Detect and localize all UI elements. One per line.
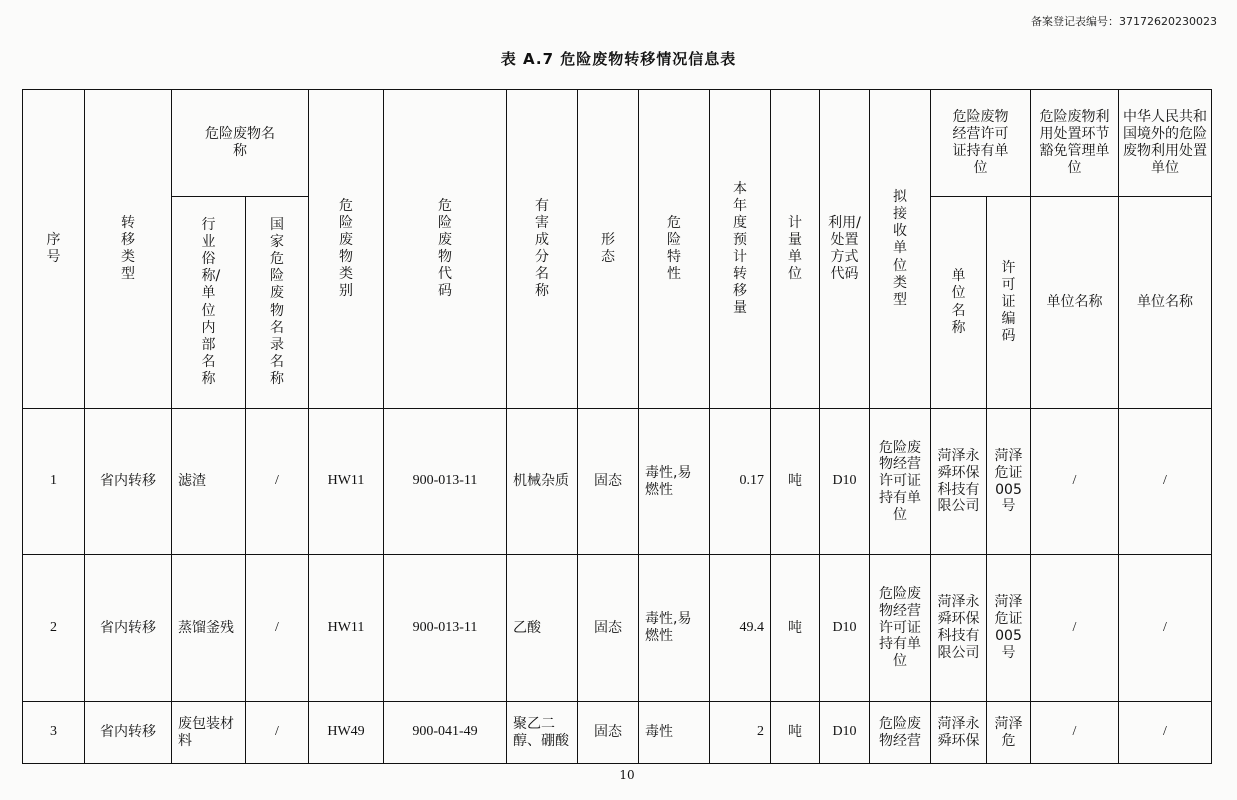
- cell-transfer-type: 省内转移: [85, 555, 172, 702]
- cell-code: 900-013-11: [384, 555, 507, 702]
- table-row: [23, 409, 1212, 555]
- header-waste-name-group: 危险废物名称: [172, 90, 309, 197]
- cell-industry-name: 蒸馏釜残: [172, 555, 246, 702]
- header-form: 形态: [578, 90, 639, 409]
- cell-license-no: 菏泽危证005号: [987, 409, 1031, 555]
- header-license-group: 危险废物经营许可证持有单位: [931, 90, 1031, 197]
- cell-harmful: 机械杂质: [507, 409, 578, 555]
- header-category: 危险废物类别: [309, 90, 384, 409]
- header-code: 危险废物代码: [384, 90, 507, 409]
- header-method: 利用/处置方式代码: [820, 90, 870, 409]
- cell-exempt: /: [1031, 702, 1119, 764]
- cell-amount: 2: [710, 702, 771, 764]
- header-transfer-type: 转移类型: [85, 90, 172, 409]
- cell-amount: 49.4: [710, 555, 771, 702]
- cell-receiver-type: 危险废物经营许可证持有单位: [870, 555, 931, 702]
- cell-transfer-type: 省内转移: [85, 702, 172, 764]
- header-foreign-unit-name: 单位名称: [1119, 197, 1212, 409]
- cell-code: 900-013-11: [384, 409, 507, 555]
- hazardous-waste-transfer-table: [22, 89, 1212, 764]
- cell-hazard: 毒性,易燃性: [639, 555, 710, 702]
- header-unit-name: 单位名称: [931, 197, 987, 409]
- cell-unit: 吨: [771, 702, 820, 764]
- registration-number: 备案登记表编号：37172620230023: [1031, 15, 1217, 28]
- cell-license-no: 菏泽危证005号: [987, 555, 1031, 702]
- header-seq: 序号: [23, 90, 85, 409]
- cell-foreign: /: [1119, 409, 1212, 555]
- cell-unit-name: 菏泽永舜环保科技有限公司: [931, 555, 987, 702]
- cell-method: D10: [820, 555, 870, 702]
- cell-form: 固态: [578, 702, 639, 764]
- header-license-no: 许可证编码: [987, 197, 1031, 409]
- cell-hazard: 毒性: [639, 702, 710, 764]
- header-exempt-unit-name: 单位名称: [1031, 197, 1119, 409]
- cell-form: 固态: [578, 555, 639, 702]
- header-hazard: 危险特性: [639, 90, 710, 409]
- header-industry-name: 行业俗称/单位内部名称: [172, 197, 246, 409]
- header-amount: 本年度预计转移量: [710, 90, 771, 409]
- cell-category: HW11: [309, 409, 384, 555]
- cell-amount: 0.17: [710, 409, 771, 555]
- cell-receiver-type: 危险废物经营许可证持有单位: [870, 409, 931, 555]
- cell-hazard: 毒性,易燃性: [639, 409, 710, 555]
- cell-code: 900-041-49: [384, 702, 507, 764]
- header-receiver-type: 拟接收单位类型: [870, 90, 931, 409]
- cell-exempt: /: [1031, 555, 1119, 702]
- cell-industry-name: 滤渣: [172, 409, 246, 555]
- cell-harmful: 乙酸: [507, 555, 578, 702]
- cell-national-name: /: [246, 409, 309, 555]
- header-foreign-group: 中华人民共和国境外的危险废物利用处置单位: [1119, 90, 1212, 197]
- cell-receiver-type: 危险废物经营: [870, 702, 931, 764]
- cell-foreign: /: [1119, 702, 1212, 764]
- cell-unit-name: 菏泽永舜环保: [931, 702, 987, 764]
- cell-seq: 3: [23, 702, 85, 764]
- cell-exempt: /: [1031, 409, 1119, 555]
- cell-unit-name: 菏泽永舜环保科技有限公司: [931, 409, 987, 555]
- cell-seq: 2: [23, 555, 85, 702]
- header-harmful: 有害成分名称: [507, 90, 578, 409]
- cell-foreign: /: [1119, 555, 1212, 702]
- page-number: 10: [619, 768, 635, 782]
- cell-unit: 吨: [771, 555, 820, 702]
- cell-harmful: 聚乙二醇、硼酸: [507, 702, 578, 764]
- cell-seq: 1: [23, 409, 85, 555]
- cell-method: D10: [820, 702, 870, 764]
- header-unit: 计量单位: [771, 90, 820, 409]
- cell-form: 固态: [578, 409, 639, 555]
- cell-method: D10: [820, 409, 870, 555]
- cell-industry-name: 废包装材料: [172, 702, 246, 764]
- cell-transfer-type: 省内转移: [85, 409, 172, 555]
- header-national-name: 国家危险废物名录名称: [246, 197, 309, 409]
- header-exempt-group: 危险废物利用处置环节豁免管理单位: [1031, 90, 1119, 197]
- cell-national-name: /: [246, 702, 309, 764]
- table-row: [23, 555, 1212, 702]
- cell-unit: 吨: [771, 409, 820, 555]
- cell-national-name: /: [246, 555, 309, 702]
- table-row: [23, 702, 1212, 764]
- cell-license-no: 菏泽危: [987, 702, 1031, 764]
- cell-category: HW49: [309, 702, 384, 764]
- page-title: 表 A.7 危险废物转移情况信息表: [500, 50, 737, 68]
- cell-category: HW11: [309, 555, 384, 702]
